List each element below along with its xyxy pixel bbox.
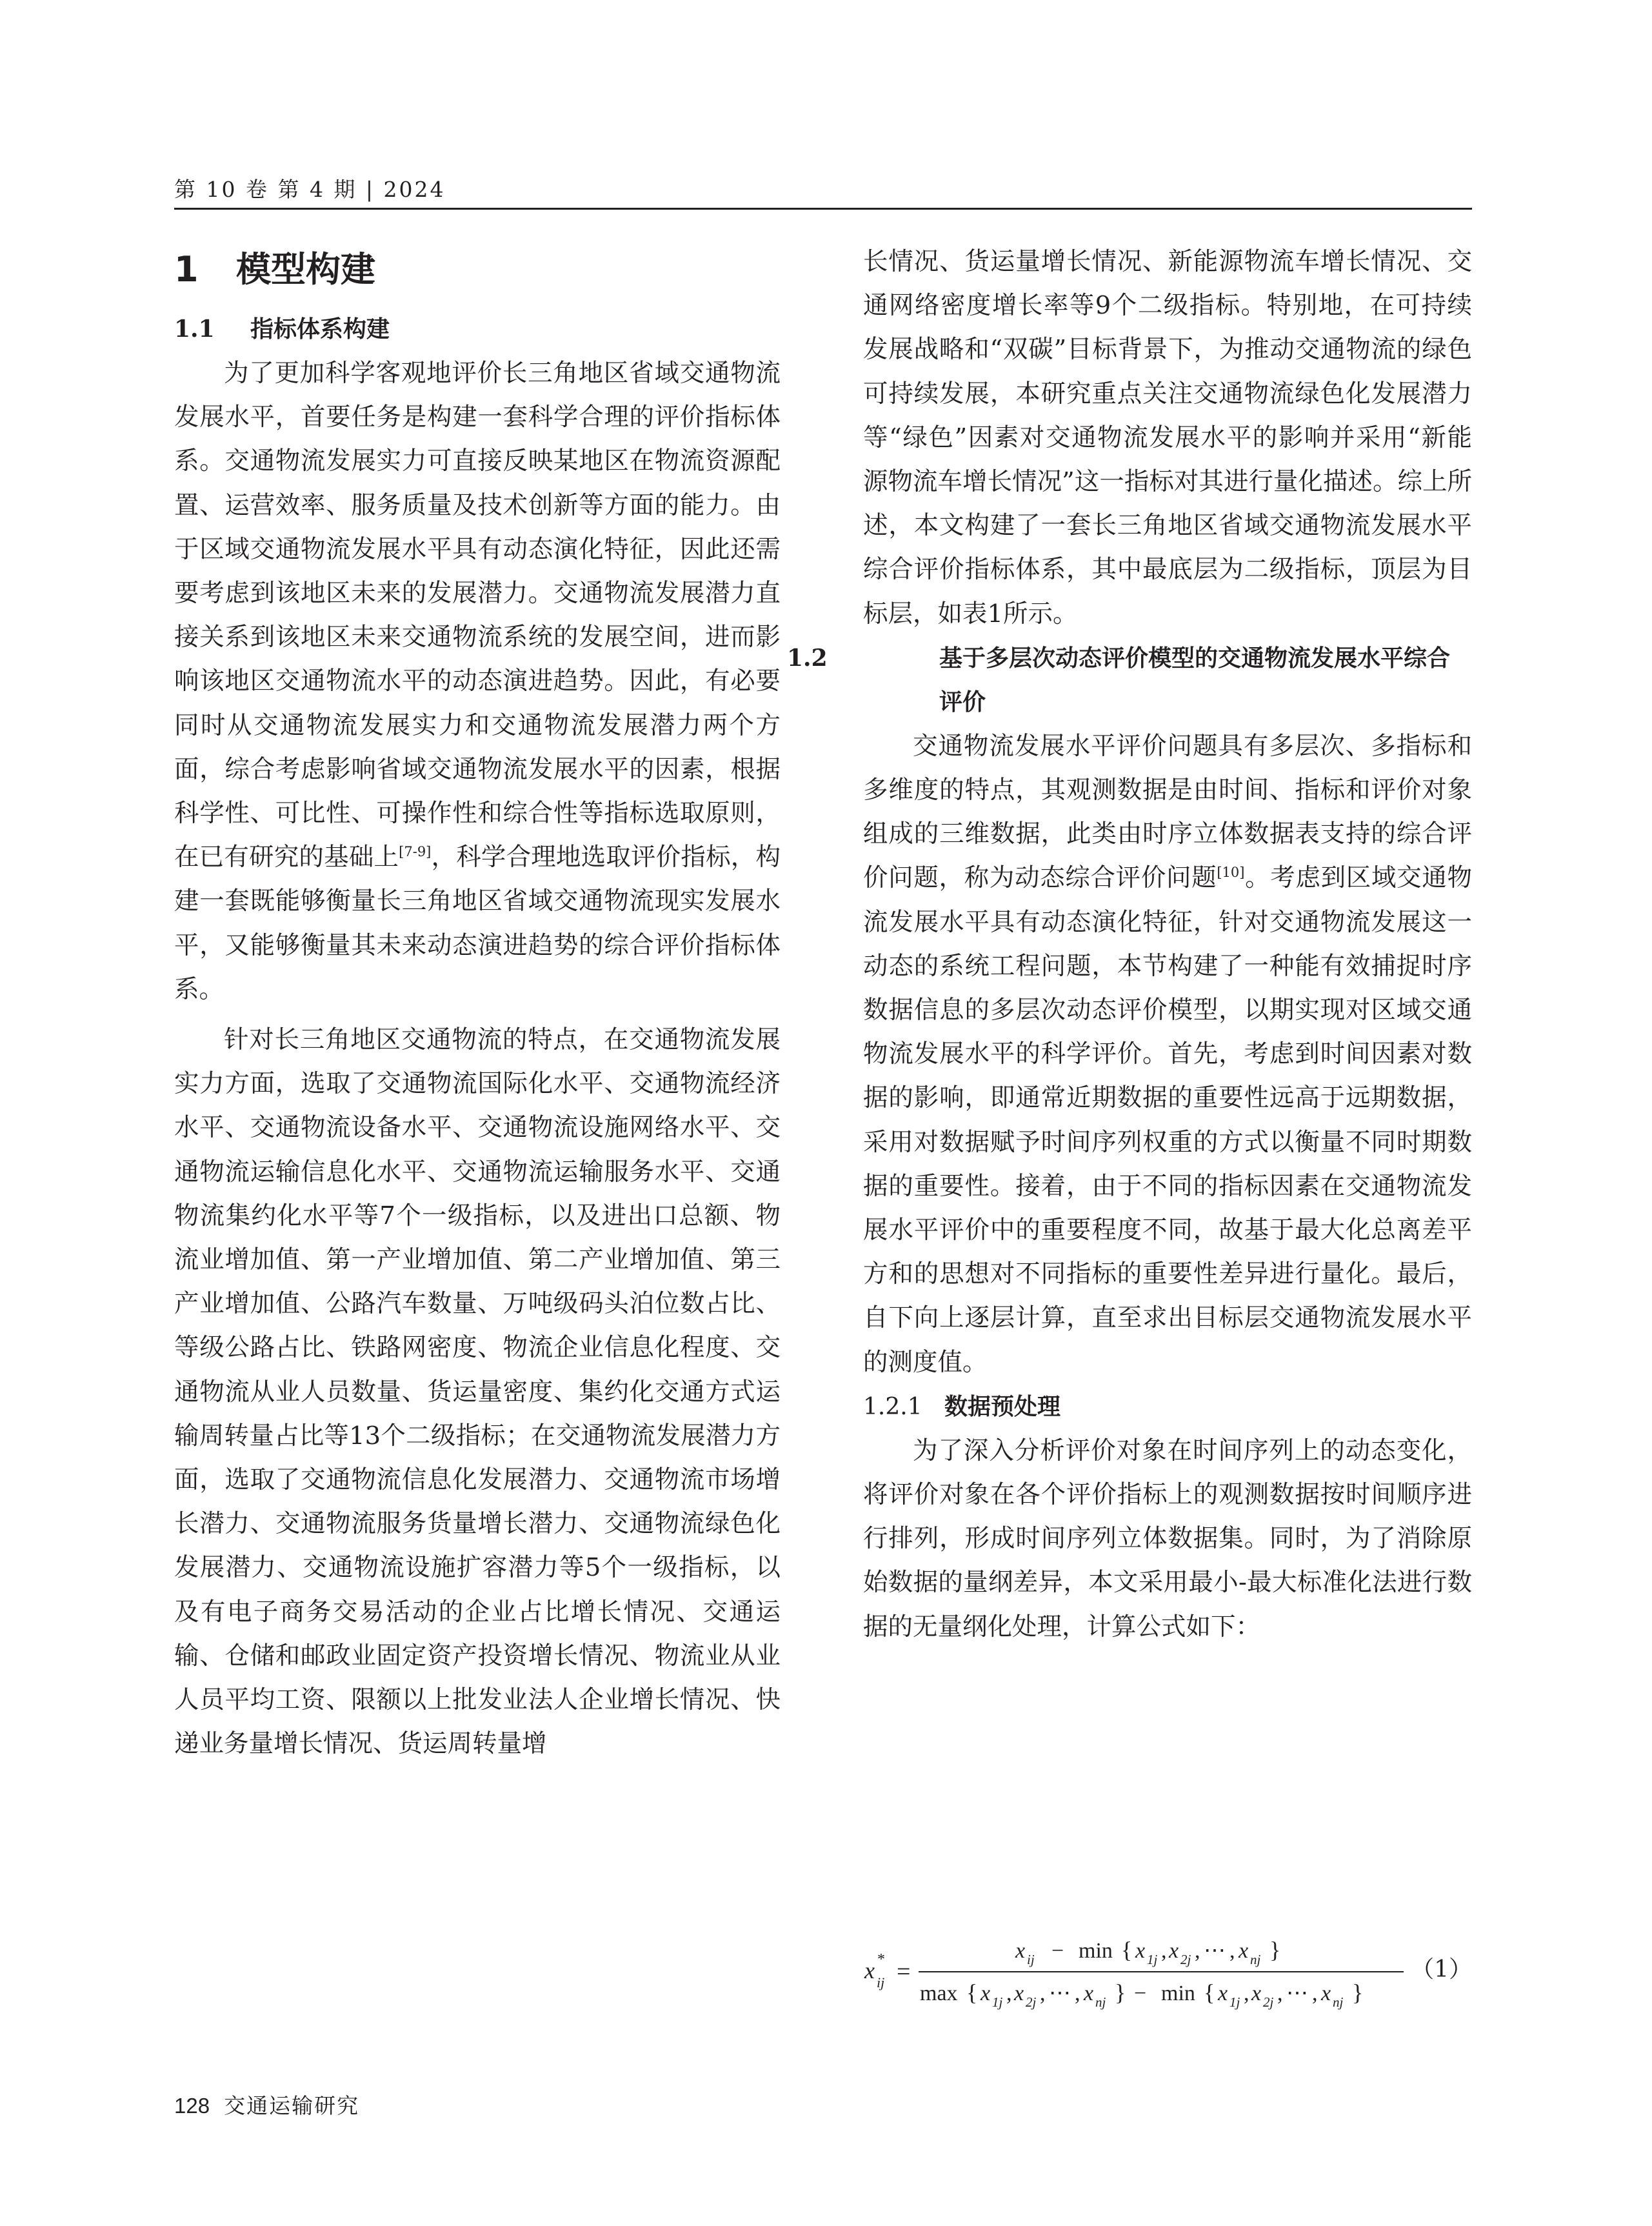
numerator-minus: − [1051, 1939, 1064, 1963]
section-1-title: 模型构建 [236, 249, 375, 290]
section-1-2-1-heading [863, 1385, 1472, 1429]
num-comma-1: , [1161, 1939, 1167, 1963]
den-set-x1: x [980, 1981, 991, 2005]
numerator [1015, 1937, 1280, 1967]
num-set-xn: x [1239, 1939, 1249, 1963]
num-set-sub2: 2j [1180, 1952, 1191, 1967]
paragraph-1-1-a [174, 352, 781, 1012]
den-comma-3: , [1075, 1981, 1080, 2005]
paragraph-1-1-b-continued [863, 240, 1472, 636]
den-set-xn: x [1084, 1981, 1094, 2005]
den2-set-sub1: 1j [1229, 1994, 1240, 2010]
section-1-2-title: 基于多层次动态评价模型的交通物流发展水平综合评价 [939, 645, 1451, 716]
denominator [920, 1980, 1363, 2010]
den2-comma-3: , [1312, 1981, 1318, 2005]
numerator-brace-close: } [1269, 1937, 1281, 1963]
den-comma-2: , [1040, 1981, 1046, 2005]
den-set-x2: x [1014, 1981, 1024, 2005]
numerator-brace-open: { [1121, 1937, 1133, 1963]
den2-set-xn: x [1321, 1981, 1331, 2005]
numerator-variable: x [1015, 1939, 1026, 1963]
num-comma-2: , [1195, 1939, 1200, 1963]
den-set-sub1: 1j [992, 1994, 1003, 2010]
section-1-2-number: 1.2 [787, 644, 828, 672]
den-comma-1: , [1006, 1981, 1012, 2005]
paragraph-1-1-b-continued-text: 长情况、货运量增长情况、新能源物流车增长情况、交通网络密度增长率等9个二级指标。特别地，在可持续发展战略和“双碳”目标背景下，为推动交通物流的绿色可持续发展，本研究重点关注交通物流绿色化发展潜力等“绿色”因素对交通物流发展水平的影响并采用“新能源物流车增长情况”这一指标对其进行量化描述。综上所述，本文构建了一套长三角地区省域交通物流发展水平综合评价指标体系，其中最底层为二级指标，顶层为目标层，如表1所示。 [863, 247, 1472, 628]
num-comma-3: , [1229, 1939, 1235, 1963]
citation-10: [10] [1217, 865, 1245, 881]
den-brace-open-1: { [966, 1980, 978, 2005]
left-column [174, 240, 781, 1767]
num-set-sub1: 1j [1147, 1952, 1158, 1967]
paragraph-1-2-text: 交通物流发展水平评价问题具有多层次、多指标和多维度的特点，其观测数据是由时间、指标和评价对象组成的三维数据，此类由时序立体数据表支持的综合评价问题，称为动态综合评价问题 [863, 731, 1472, 893]
section-1-2-heading [787, 636, 1472, 725]
lhs-subscript: ij [877, 1974, 885, 1990]
page-footer [174, 2089, 359, 2120]
paragraph-1-1-a-text: 为了更加科学客观地评价长三角地区省域交通物流发展水平，首要任务是构建一套科学合理的评价指标体系。交通物流发展实力可直接反映某地区在物流资源配置、运营效率、服务质量及技术创新等方面的能力。由于区域交通物流发展水平具有动态演化特征，因此还需要考虑到该地区未来的发展潜力。交通物流发展潜力直接关系到该地区未来交通物流系统的发展空间，进而影响该地区交通物流水平的动态演进趋势。因此，有必要同时从交通物流发展实力和交通物流发展潜力两个方面，综合考虑影响省域交通物流发展水平的因素，根据科学性、可比性、可操作性和综合性等指标选取原则，在已有研究的基础上 [174, 359, 781, 872]
right-column [787, 240, 1472, 1649]
den2-set-x2: x [1251, 1981, 1262, 2005]
section-1-1-number: 1.1 [174, 316, 215, 343]
section-1-heading [174, 240, 781, 299]
section-1-number: 1 [174, 249, 199, 290]
denominator-minus: − [1134, 1981, 1147, 2005]
den2-set-sub2: 2j [1263, 1994, 1274, 2010]
paragraph-1-2-text-end: 。考虑到区域交通物流发展水平具有动态演化特征，针对交通物流发展这一动态的系统工程问题，本节构建了一种能有效捕捉时序数据信息的多层次动态评价模型，以期实现对区域交通物流发展水平的科学评价。首先，考虑到时间因素对数据的影响，即通常近期数据的重要性远高于远期数据，采用对数据赋予时间序列权重的方式以衡量不同时期数据的重要性。接着，由于不同的指标因素在交通物流发展水平评价中的重要程度不同，故基于最大化总离差平方和的思想对不同指标的重要性差异进行量化。最后，自下向上逐层计算，直至求出目标层交通物流发展水平的测度值。 [863, 863, 1472, 1377]
journal-title: 交通运输研究 [224, 2093, 360, 2118]
den-ellipsis-1: ⋯ [1049, 1981, 1071, 2005]
den-set-sub2: 2j [1026, 1994, 1037, 2010]
den2-ellipsis: ⋯ [1286, 1981, 1308, 2005]
den2-set-x1: x [1218, 1981, 1228, 2005]
den2-comma-1: , [1244, 1981, 1249, 2005]
numerator-subscript: ij [1027, 1952, 1035, 1967]
lhs-superscript: * [877, 1951, 885, 1968]
formula-1-svg [863, 1928, 1405, 2012]
num-set-subn: nj [1250, 1952, 1261, 1967]
denominator-max: max [920, 1981, 958, 2005]
lhs-variable: x [864, 1958, 875, 1983]
num-set-x2: x [1169, 1939, 1179, 1963]
den-brace-close-1: } [1115, 1980, 1126, 2005]
numerator-min: min [1079, 1939, 1113, 1963]
paragraph-1-2-1 [863, 1429, 1472, 1649]
paragraph-1-2 [863, 725, 1472, 1385]
equation-number: （1） [1411, 1956, 1472, 1983]
paragraph-1-1-a-text-end: ，科学合理地选取评价指标，构建一套既能够衡量长三角地区省域交通物流现实发展水平，又能够衡量其未来动态演进趋势的综合评价指标体系。 [174, 843, 781, 1004]
den2-set-subn: nj [1333, 1994, 1344, 2010]
equals-sign: = [897, 1958, 911, 1985]
den-brace-open-2: { [1204, 1980, 1215, 2005]
denominator-min: min [1161, 1981, 1195, 2005]
header-rule [174, 208, 1472, 210]
page-number: 128 [174, 2094, 210, 2118]
paragraph-1-1-b-text: 针对长三角地区交通物流的特点，在交通物流发展实力方面，选取了交通物流国际化水平、交通物流经济水平、交通物流设备水平、交通物流设施网络水平、交通物流运输信息化水平、交通物流运输服务水平、交通物流集约化水平等7个一级指标，以及进出口总额、物流业增加值、第一产业增加值、第二产业增加值、第三产业增加值、公路汽车数量、万吨级码头泊位数占比、等级公路占比、铁路网密度、物流企业信息化程度、交通物流从业人员数量、货运量密度、集约化交通方式运输周转量占比等13个二级指标；在交通物流发展潜力方面，选取了交通物流信息化发展潜力、交通物流市场增长潜力、交通物流服务货量增长潜力、交通物流绿色化发展潜力、交通物流设施扩容潜力等5个一级指标，以及有电子商务交易活动的企业占比增长情况、交通运输、仓储和邮政业固定资产投资增长情况、物流业从业人员平均工资、限额以上批发业法人企业增长情况、快递业务量增长情况、货运周转量增 [174, 1025, 781, 1759]
section-1-1-title: 指标体系构建 [250, 316, 390, 343]
den2-comma-2: , [1277, 1981, 1283, 2005]
running-head: 第 10 卷 第 4 期 | 2024 [174, 177, 446, 202]
num-ellipsis: ⋯ [1204, 1939, 1226, 1963]
den-set-subn: nj [1095, 1994, 1106, 2010]
section-1-2-1-number: 1.2.1 [863, 1393, 922, 1420]
citation-7-9: [7-9] [399, 844, 432, 860]
section-1-2-1-title: 数据预处理 [944, 1392, 1061, 1420]
paragraph-1-2-1-text: 为了深入分析评价对象在时间序列上的动态变化，将评价对象在各个评价指标上的观测数据按时间顺序进行排列，形成时间序列立体数据集。同时，为了消除原始数据的量纲差异，本文采用最小-最大标准化法进行数据的无量纲化处理，计算公式如下： [863, 1436, 1472, 1641]
section-1-1-heading [174, 307, 781, 352]
den-brace-close-2: } [1352, 1980, 1364, 2005]
num-set-x1: x [1135, 1939, 1146, 1963]
paragraph-1-1-b [174, 1018, 781, 1766]
formula-1 [863, 1928, 1472, 2012]
